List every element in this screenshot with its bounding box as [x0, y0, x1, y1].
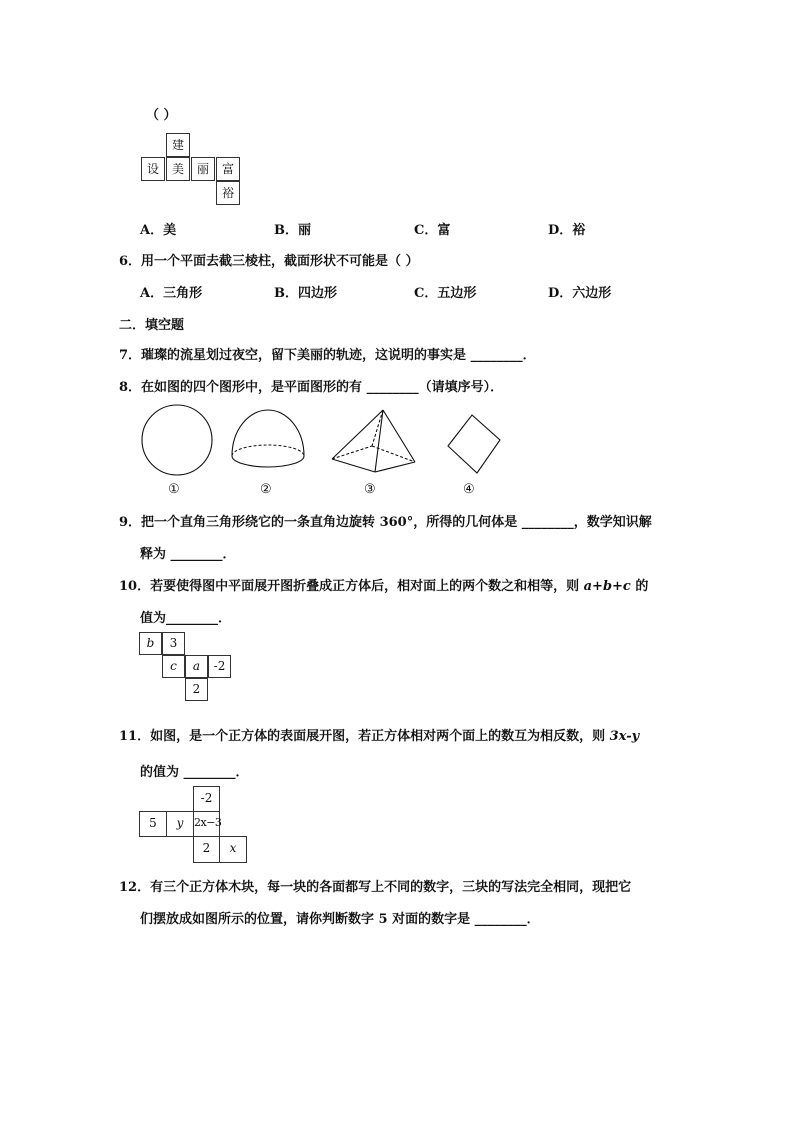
q12-line1: 12．有三个正方体木块，每一块的各面都写上不同的数字，三块的写法完全相同，现把它 [119, 880, 632, 895]
q11-line1 [119, 725, 639, 744]
net-cell: 2x−3 [193, 811, 220, 837]
net-cell: 5 [139, 811, 167, 837]
net-cell: 丽 [191, 157, 215, 181]
q8-stem: 8．在如图的四个图形中，是平面图形的有 ________（请填序号）． [119, 380, 504, 395]
net-cell: 裕 [216, 181, 240, 205]
q10-line1 [119, 575, 648, 594]
net-cell: 2 [193, 836, 220, 863]
q5-option-a: A．美 [140, 223, 177, 238]
net-cell: y [166, 811, 194, 837]
net-cell: 建 [166, 133, 190, 157]
net-cell: b [139, 632, 162, 655]
q6-stem: 6．用一个平面去截三棱柱，截面形状不可能是（ ） [119, 254, 419, 269]
net-cell: -2 [208, 655, 231, 678]
net-cell: 美 [166, 157, 190, 181]
q9-line2: 释为 ________． [140, 547, 236, 562]
q9-line1: 9．把一个直角三角形绕它的一条直角边旋转 360°，所得的几何体是 ________，数学知识解 [119, 515, 652, 530]
q12-line2: 们摆放成如图所示的位置，请你判断数字 5 对面的数字是 ________． [140, 912, 540, 927]
q10-line1-text: 10．若要使得图中平面展开图折叠成正方体后，相对面上的两个数之和相等，则 [119, 579, 584, 594]
q7-stem: 7．璀璨的流星划过夜空，留下美丽的轨迹，这说明的事实是 ________． [119, 348, 536, 363]
q11-line1-text: 11．如图，是一个正方体的表面展开图，若正方体相对两个面上的数互为相反数，则 [119, 729, 610, 744]
figure-label: ④ [463, 482, 475, 497]
q5-paren: （ ） [146, 108, 177, 123]
net-cell: c [162, 655, 185, 678]
q5-option-c: C．富 [414, 223, 451, 238]
q6-option-a: A．三角形 [140, 286, 203, 301]
q6-option-b: B．四边形 [274, 286, 337, 301]
net-cell: 2 [185, 678, 208, 701]
q6-option-c: C．五边形 [414, 286, 477, 301]
circle-shape [142, 405, 212, 475]
hemisphere-shape [232, 410, 304, 467]
q11-line2: 的值为 ________． [140, 765, 249, 780]
q10-line2: 值为________． [140, 611, 232, 626]
q5-option-b: B．丽 [274, 223, 311, 238]
q8-figures [0, 0, 794, 520]
section-heading: 二．填空题 [119, 318, 185, 333]
net-cell: 富 [216, 157, 240, 181]
net-cell: a [185, 655, 208, 678]
q10-expression: a+b+c [583, 579, 631, 594]
figure-label: ① [168, 482, 180, 497]
q5-option-d: D．裕 [548, 223, 586, 238]
q10-line1-suffix: 的 [630, 579, 649, 594]
net-cell: 设 [141, 157, 165, 181]
figure-label: ③ [364, 482, 376, 497]
parallelogram-shape [448, 415, 500, 473]
net-cell: x [219, 836, 247, 863]
net-cell: 3 [162, 632, 185, 655]
q11-expression: 3x-y [609, 729, 640, 744]
figure-label: ② [260, 482, 272, 497]
pyramid-shape [332, 410, 415, 472]
q6-option-d: D．六边形 [548, 286, 612, 301]
net-cell: -2 [193, 786, 220, 812]
